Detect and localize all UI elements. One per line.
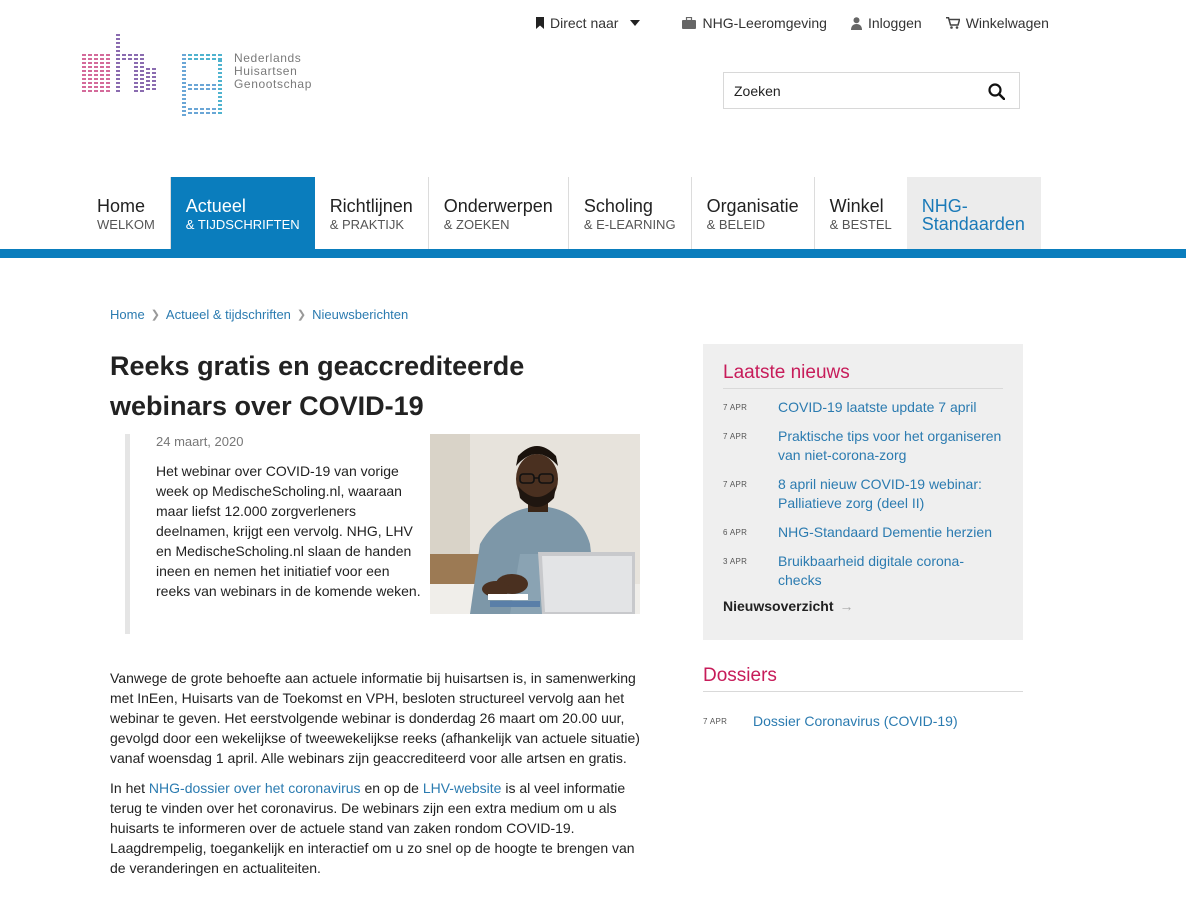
logo-dot <box>140 86 144 88</box>
dossier-date: 7 APR <box>703 717 728 726</box>
news-link[interactable]: Bruikbaarheid digitale corona-checks <box>778 553 964 588</box>
logo-dot <box>88 90 92 92</box>
news-link[interactable]: Praktische tips voor het organiseren van niet-corona-zorg <box>778 428 1002 463</box>
logo-dot <box>100 74 104 76</box>
news-overview-label: Nieuwsoverzicht <box>723 598 834 614</box>
logo-dot <box>218 92 222 94</box>
logo-dot <box>106 82 110 84</box>
logo-dot <box>206 108 210 110</box>
man-with-laptop-image <box>430 434 640 614</box>
logo-dot <box>182 54 186 56</box>
logo-dot <box>212 84 216 86</box>
logo-line-1: Nederlands <box>234 51 302 65</box>
logo-dot <box>182 114 186 116</box>
logo-dot <box>188 84 192 86</box>
logo-dot <box>212 54 216 56</box>
nav-richtlijnen-sub: & PRAKTIJK <box>329 217 405 232</box>
logo-dot <box>88 54 92 56</box>
logo-dot <box>200 84 204 86</box>
logo-dot <box>134 90 138 92</box>
logo-dot <box>128 54 132 56</box>
logo-dot <box>182 90 186 92</box>
logo-dot <box>212 88 216 90</box>
direct-naar-dropdown[interactable] <box>536 15 646 31</box>
nav-nhg-standaarden[interactable] <box>907 177 1041 249</box>
logo-dot <box>82 90 86 92</box>
logo-dot <box>206 54 210 56</box>
logo-dot <box>106 54 110 56</box>
nav-onderwerpen-sub: & ZOEKEN <box>443 217 510 232</box>
search-input[interactable] <box>724 76 974 106</box>
logo-dot <box>94 62 98 64</box>
logo-dot <box>218 58 222 60</box>
briefcase-icon <box>682 17 696 29</box>
search-box <box>723 72 1020 109</box>
logo-dot <box>182 94 186 96</box>
logo-dot <box>182 78 186 80</box>
logo-dot <box>116 46 120 48</box>
news-date: 6 APR <box>723 528 748 537</box>
dossier-link[interactable]: Dossier Coronavirus (COVID-19) <box>753 713 958 729</box>
logo-dot <box>218 80 222 82</box>
leeromgeving-label: NHG-Leeromgeving <box>702 15 827 31</box>
chevron-right-icon: ❯ <box>296 309 307 321</box>
logo-dot <box>116 70 120 72</box>
nav-stripe <box>0 249 1186 258</box>
logo-dot <box>140 62 144 64</box>
logo-dot <box>82 82 86 84</box>
logo-dot <box>116 42 120 44</box>
logo-dot <box>218 60 222 62</box>
logo-dot <box>140 74 144 76</box>
logo-dot <box>218 76 222 78</box>
logo-dot <box>116 38 120 40</box>
logo-dot <box>94 66 98 68</box>
nav-onderwerpen-title: Onderwerpen <box>443 196 553 216</box>
logo-dot <box>188 88 192 90</box>
nav-home[interactable] <box>82 177 171 249</box>
logo-dot <box>100 62 104 64</box>
news-overview-link[interactable] <box>723 598 1003 614</box>
logo-dot <box>200 54 204 56</box>
breadcrumb-nieuwsberichten[interactable]: Nieuwsberichten <box>312 307 409 322</box>
logo-dot <box>182 98 186 100</box>
nav-home-title: Home <box>97 196 146 216</box>
logo-dot <box>200 108 204 110</box>
logo-dot <box>188 108 192 110</box>
article-paragraph-2 <box>110 778 640 878</box>
list-item <box>723 552 1003 590</box>
nav-actueel[interactable] <box>171 177 315 249</box>
logo-dot <box>116 74 120 76</box>
nhg-logo-mark <box>82 30 224 116</box>
logo-dot <box>188 54 192 56</box>
logo-dot <box>94 70 98 72</box>
breadcrumb <box>110 307 408 322</box>
logo-dot <box>140 66 144 68</box>
logo-dot <box>88 62 92 64</box>
logo-dot <box>218 72 222 74</box>
logo-dot <box>82 62 86 64</box>
logo-dot <box>106 66 110 68</box>
article-photo <box>430 434 640 614</box>
logo-dot <box>100 66 104 68</box>
nav-winkel-title: Winkel <box>829 196 884 216</box>
cart-label: Winkelwagen <box>965 15 1049 31</box>
nav-winkel-sub: & BESTEL <box>829 217 892 232</box>
logo-line-3: Genootschap <box>234 77 312 91</box>
bookmark-icon <box>536 17 544 29</box>
logo-dot <box>100 90 104 92</box>
logo-dot <box>94 58 98 60</box>
nav-actueel-sub: & TIJDSCHRIFTEN <box>185 217 300 232</box>
logo-dot <box>134 74 138 76</box>
user-icon <box>851 17 862 30</box>
logo-dot <box>100 86 104 88</box>
logo-dot <box>88 82 92 84</box>
nav-standaarden-title-2: Standaarden <box>921 214 1025 234</box>
logo-dot <box>134 78 138 80</box>
main-nav <box>82 177 1041 249</box>
logo-dot <box>116 54 120 56</box>
logo-dot <box>182 86 186 88</box>
nav-home-sub: WELKOM <box>97 217 155 232</box>
logo-dot <box>82 66 86 68</box>
nav-actueel-title: Actueel <box>185 196 246 216</box>
logo-line-2: Huisartsen <box>234 64 298 78</box>
logo-dot <box>140 78 144 80</box>
logo-dot <box>182 70 186 72</box>
logo-dot <box>106 86 110 88</box>
logo-dot <box>94 54 98 56</box>
logo-dot <box>152 84 156 86</box>
news-date: 7 APR <box>723 403 748 412</box>
logo-dot <box>200 88 204 90</box>
logo-dot <box>140 90 144 92</box>
logo-dot <box>134 54 138 56</box>
logo-dot <box>206 84 210 86</box>
cart-link[interactable] <box>946 15 1049 31</box>
article-intro <box>125 434 655 634</box>
news-date: 3 APR <box>723 557 748 566</box>
p2-text-b: en op de <box>360 780 423 796</box>
article-date: 24 maart, 2020 <box>156 434 244 449</box>
logo-dot <box>116 58 120 60</box>
news-link[interactable]: NHG-Standaard Dementie herzien <box>778 524 992 540</box>
logo-dot <box>140 58 144 60</box>
logo-dot <box>218 54 222 56</box>
logo-dot <box>94 82 98 84</box>
logo-dot <box>212 58 216 60</box>
logo-dot <box>194 108 198 110</box>
breadcrumb-home[interactable]: Home <box>110 307 145 322</box>
logo-dot <box>218 68 222 70</box>
list-item <box>723 427 1003 465</box>
logo-dot <box>88 78 92 80</box>
logo-dot <box>116 66 120 68</box>
logo-dot <box>188 58 192 60</box>
logo-dot <box>194 58 198 60</box>
dossiers-heading: Dossiers <box>703 665 1023 692</box>
logo-dot <box>100 58 104 60</box>
logo-dot <box>134 86 138 88</box>
logo-dot <box>182 62 186 64</box>
nav-scholing-sub: & E-LEARNING <box>583 217 676 232</box>
news-date: 7 APR <box>723 480 748 489</box>
arrow-right-icon: → <box>839 598 854 614</box>
logo-dot <box>182 82 186 84</box>
logo-dot <box>106 74 110 76</box>
logo-dot <box>116 62 120 64</box>
dossiers-panel <box>703 665 1023 741</box>
logo-dot <box>94 74 98 76</box>
logo-dot <box>100 70 104 72</box>
logo-dot <box>152 72 156 74</box>
logo-dot <box>94 86 98 88</box>
logo-dot <box>182 110 186 112</box>
logo-dot <box>82 54 86 56</box>
utility-bar <box>536 12 1073 34</box>
logo-dot <box>100 78 104 80</box>
logo-dot <box>218 96 222 98</box>
logo-dot <box>212 112 216 114</box>
logo-dot <box>116 82 120 84</box>
logo-dot <box>128 58 132 60</box>
logo-dot <box>218 64 222 66</box>
news-link[interactable]: COVID-19 laatste update 7 april <box>778 399 977 415</box>
logo-dot <box>82 86 86 88</box>
news-list <box>723 398 1003 590</box>
logo-dot <box>116 86 120 88</box>
login-link[interactable] <box>851 15 922 31</box>
logo-dot <box>194 112 198 114</box>
nav-organisatie[interactable] <box>692 177 815 249</box>
logo-dot <box>194 54 198 56</box>
leeromgeving-link[interactable] <box>682 15 827 31</box>
logo-dot <box>182 102 186 104</box>
logo-dot <box>146 72 150 74</box>
chevron-right-icon: ❯ <box>150 309 160 321</box>
nav-winkel[interactable] <box>815 177 907 249</box>
logo-dot <box>200 58 204 60</box>
logo-dot <box>106 90 110 92</box>
logo-dot <box>116 90 120 92</box>
logo-dot <box>152 68 156 70</box>
logo-dot <box>106 58 110 60</box>
logo-dot <box>88 70 92 72</box>
logo-dot <box>106 78 110 80</box>
nav-onderwerpen[interactable] <box>429 177 569 249</box>
logo-dot <box>200 112 204 114</box>
logo-dot <box>116 34 120 36</box>
logo-dot <box>88 86 92 88</box>
logo-dot <box>182 66 186 68</box>
logo-dot <box>140 70 144 72</box>
logo-dot <box>82 58 86 60</box>
logo-dot <box>146 80 150 82</box>
logo-dot <box>206 112 210 114</box>
logo-dot <box>146 84 150 86</box>
nav-richtlijnen-title: Richtlijnen <box>329 196 413 216</box>
logo-dot <box>152 76 156 78</box>
logo-dot <box>188 112 192 114</box>
logo-dot <box>134 62 138 64</box>
news-date: 7 APR <box>723 432 748 441</box>
logo-dot <box>106 70 110 72</box>
p2-text-a: In het <box>110 780 149 796</box>
article-lead: Het webinar over COVID-19 van vorige week op MedischeScholing.nl, waaraan maar liefst 12.000 zorgverleners deelnamen, krijgt een vervolg. NHG, LHV en MedischeScholing.nl slaan de handen ineen en nemen het initiatief voor een reeks van webinars in de komende weken. <box>156 463 421 599</box>
logo-dot <box>218 104 222 106</box>
logo-dot <box>152 88 156 90</box>
logo-dot <box>94 90 98 92</box>
logo-dot <box>182 74 186 76</box>
shopping-cart-icon <box>946 17 960 29</box>
logo-dot <box>146 68 150 70</box>
logo-dot <box>82 70 86 72</box>
logo-dot <box>122 58 126 60</box>
logo-dot <box>134 66 138 68</box>
nav-organisatie-title: Organisatie <box>706 196 799 216</box>
logo-dot <box>218 84 222 86</box>
logo-dot <box>140 54 144 56</box>
logo-dot <box>194 84 198 86</box>
latest-news-panel <box>703 344 1023 640</box>
logo-dot <box>82 74 86 76</box>
nav-scholing[interactable] <box>569 177 692 249</box>
logo-dot <box>88 74 92 76</box>
logo-dot <box>206 88 210 90</box>
logo-dot <box>134 58 138 60</box>
logo-dot <box>100 82 104 84</box>
logo-dot <box>218 100 222 102</box>
nav-scholing-title: Scholing <box>583 196 653 216</box>
logo-dot <box>116 78 120 80</box>
chevron-down-icon <box>630 20 640 26</box>
logo-dot <box>82 78 86 80</box>
list-item <box>703 712 1023 731</box>
logo-dot <box>212 108 216 110</box>
logo-dot <box>146 76 150 78</box>
nav-organisatie-sub: & BELEID <box>706 217 766 232</box>
nhg-logo[interactable] <box>82 30 322 120</box>
logo-dot <box>100 54 104 56</box>
breadcrumb-actueel[interactable]: Actueel & tijdschriften <box>165 307 291 322</box>
nav-standaarden-title-1: NHG- <box>921 196 968 216</box>
logo-dot <box>134 70 138 72</box>
lhv-website-link[interactable]: LHV-website <box>422 780 502 796</box>
logo-dot <box>122 54 126 56</box>
direct-naar-label: Direct naar <box>550 15 619 31</box>
logo-dot <box>218 108 222 110</box>
logo-dot <box>116 50 120 52</box>
news-link[interactable]: 8 april nieuw COVID-19 webinar: Palliatieve zorg (deel II) <box>778 476 982 511</box>
logo-dot <box>218 112 222 114</box>
search-icon[interactable] <box>988 83 1005 100</box>
logo-dot <box>88 58 92 60</box>
logo-dot <box>194 88 198 90</box>
logo-dot <box>134 82 138 84</box>
list-item <box>723 475 1003 513</box>
logo-dot <box>182 58 186 60</box>
login-label: Inloggen <box>867 15 922 31</box>
list-item <box>723 523 1003 542</box>
latest-news-heading: Laatste nieuws <box>723 362 1003 389</box>
logo-dot <box>152 80 156 82</box>
p2-text-c: is al veel informatie terug te vinden over het coronavirus. De webinars zijn een extra medium om u als huisarts te informeren over de actuele stand van zaken rondom COVID-19. Laagdrempelig, toegankelijk en interactief om u zo snel op de hoogte te brengen van de veranderingen en actualiteiten. <box>110 780 635 876</box>
logo-dot <box>88 66 92 68</box>
article-paragraph-1: Vanwege de grote behoefte aan actuele informatie bij huisartsen is, in samenwerking met InEen, Huisarts van de Toekomst en VPH, besloten structureel vervolg aan het webinar te geven. Het eerstvolgende webinar is donderdag 26 maart om 20.00 uur, gevolgd door een wekelijkse of tweewekelijkse reeks (afhankelijk van actuele situatie) vanaf woensdag 1 april. Alle webinars zijn geaccrediteerd voor alle artsen en gratis. <box>110 670 640 766</box>
nhg-dossier-link[interactable]: NHG-dossier over het coronavirus <box>148 780 361 796</box>
logo-dot <box>182 106 186 108</box>
logo-dot <box>140 82 144 84</box>
logo-dot <box>146 88 150 90</box>
logo-dot <box>94 78 98 80</box>
list-item <box>723 398 1003 417</box>
logo-dot <box>106 62 110 64</box>
logo-text <box>234 52 312 120</box>
nav-richtlijnen[interactable] <box>315 177 429 249</box>
logo-dot <box>218 88 222 90</box>
article-body <box>110 668 640 888</box>
page-title: Reeks gratis en geaccrediteerde webinars over COVID-19 <box>110 351 525 421</box>
logo-dot <box>206 58 210 60</box>
